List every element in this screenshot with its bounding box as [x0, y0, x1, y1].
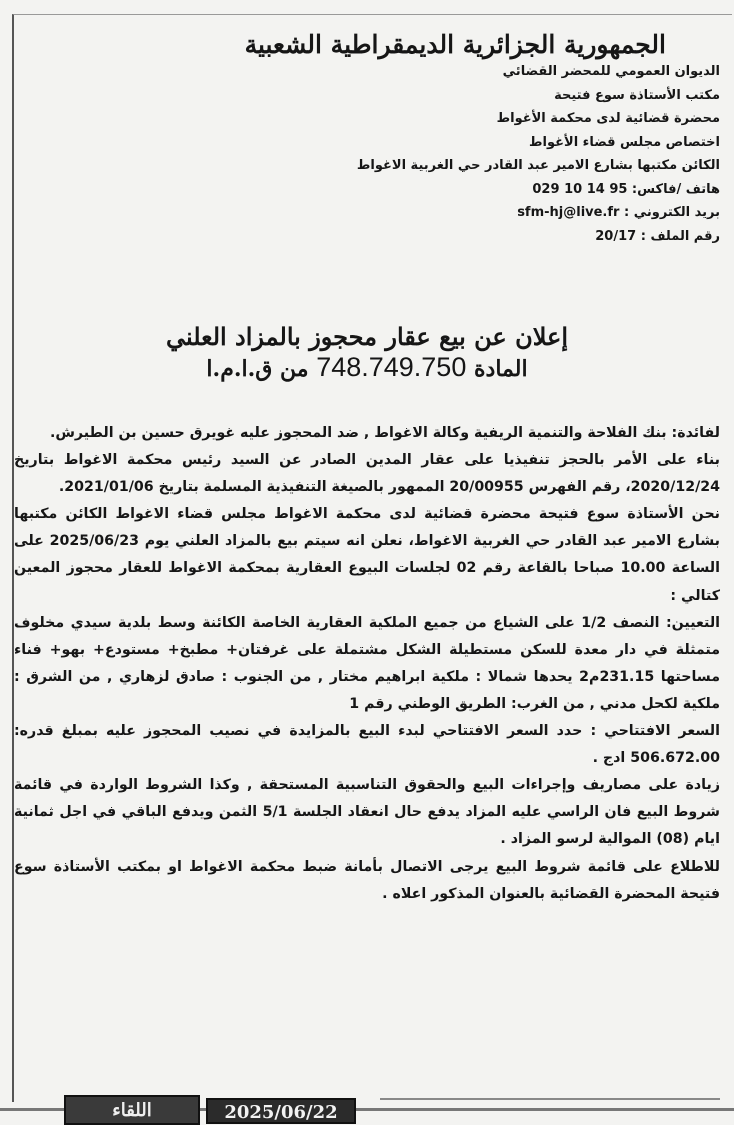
article-prefix: المادة	[474, 356, 528, 382]
auction-notice-paragraph: نحن الأستاذة سوع فتيحة محضرة قضائية لدى محكمة الاغواط مجلس قضاء الاغواط الكائن مكتبها بشارع الامير عبد القادر حي الغربية الاغواط، نعلن انه سيتم بيع بالمزاد العلني يوم 2025/06/23 على الساعة 10.00 صباحا بالقاعة رقم 02 لجلسات البيوع العقارية بمحكمة الاغواط للعقار محجوز المعين كتالي :	[14, 506, 720, 604]
announcement-title	[30, 322, 704, 384]
republic-title: الجمهورية الجزائرية الديمقراطية الشعبية	[244, 30, 666, 59]
title-article	[30, 352, 704, 384]
file-number-line: رقم الملف : 20/17	[595, 228, 720, 244]
title-main: إعلان عن بيع عقار محجوز بالمزاد العلني	[165, 322, 569, 351]
announcement-body	[14, 420, 720, 908]
beneficiary-paragraph: لفائدة: بنك الفلاحة والتنمية الريفية وكالة الاغواط , ضد المحجوز عليه غويرق حسين بن الطيرش.	[49, 425, 720, 441]
bailiff-name-line: مكتب الأستاذة سوع فتيحة	[554, 87, 720, 103]
article-suffix: من ق.ا.م.ا	[206, 356, 309, 382]
property-description-paragraph: التعيين: النصف 1/2 على الشياع من جميع الملكية العقارية الخاصة الكائنة وسط بلدية سيدي مخلوف متمثلة في دار معدة للسكن مستطيلة الشكل مشتملة على غرفتان+ مطبخ+ مستودع+ بهو+ فناء مساحتها 231.15م2 يحدها شمالا : ملكية ابراهيم مختار , من الجنوب : صادق لزهاري , من الشرق : ملكية لكحل مدني , من الغرب: الطريق الوطني رقم 1	[14, 614, 721, 712]
address-line: الكائن مكتبها بشارع الامير عبد القادر حي الغربية الاغواط	[356, 158, 720, 173]
court-line: محضرة قضائية لدى محكمة الأغواط	[496, 111, 720, 126]
opening-price-paragraph: السعر الافتتاحي : حدد السعر الافتتاحي لبدء البيع بالمزايدة في نصيب المحجوز عليه بمبلغ قدره: 506.672.00 ادج .	[14, 723, 720, 767]
publication-footer	[56, 1093, 356, 1125]
seizure-order-paragraph: بناء على الأمر بالحجز تنفيذيا على عقار المدين الصادر عن السيد رئيس محكمة الاغواط بتاريخ 2020/12/24، رقم الفهرس 20/00955 الممهور بالصيغة التنفيذية المسلمة بتاريخ 2021/01/06.	[14, 452, 720, 496]
bailiff-header	[30, 30, 720, 248]
phone-fax-line: هاتف /فاكس: 95 14 10 029	[532, 181, 720, 197]
payment-terms-paragraph: زيادة على مصاريف وإجراءات البيع والحقوق التناسبية المستحقة , وكذا الشروط الواردة في قائمة شروط البيع فان الراسي عليه المزاد يدفع حال انعقاد الجلسة 5/1 الثمن ويدفع الباقي في اجل ثمانية ايام (08) الموالية لرسو المزاد .	[14, 777, 720, 848]
newspaper-name: اللقاء	[64, 1095, 200, 1125]
contact-paragraph: للاطلاع على قائمة شروط البيع يرجى الاتصال بأمانة ضبط محكمة الاغواط او بمكتب الأستاذة سوع فتيحة المحضرة القضائية بالعنوان المذكور اعلاه .	[14, 858, 720, 902]
office-line: الديوان العمومي للمحضر القضائي	[502, 64, 720, 79]
article-number: 748.749.750	[316, 352, 467, 382]
divider-line	[380, 1098, 720, 1100]
jurisdiction-line: اختصاص مجلس قضاء الأغواط	[529, 134, 720, 150]
publication-date: 2025/06/22	[206, 1098, 356, 1124]
email-line: بريد الكتروني : sfm-hj@live.fr	[517, 205, 720, 220]
